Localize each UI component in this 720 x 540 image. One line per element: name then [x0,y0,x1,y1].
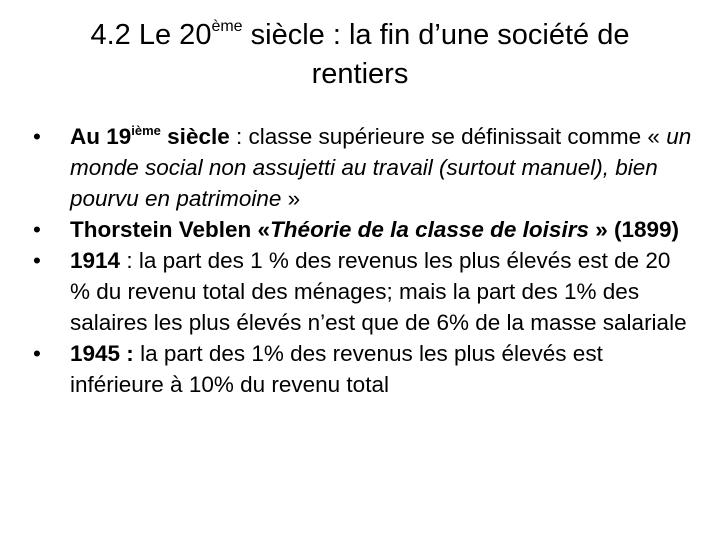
bullet-bold-italic-title: Théorie de la classe de loisirs [270,217,589,242]
bullet-text: » [281,186,301,211]
bullet-marker: • [33,217,41,242]
title-rest: siècle : la fin d’une société de rentiers [242,19,630,90]
bullet-superscript: ième [131,123,161,138]
bullet-item-1945 [26,338,696,400]
bullet-text: : la part des 1 % des revenus les plus élevés est de 20 % du revenu total des ménages; mais la part des 1% des salaires les plus élevés n’est que de 6% de la masse salariale [70,248,687,335]
bullet-text: : classe supérieure se définissait comme « [229,124,667,149]
bullet-bold-text: Au 19 [70,124,132,149]
bullet-bold-text: 1914 [70,248,121,273]
bullet-marker: • [33,248,41,273]
bullet-bold-text: Thorstein Veblen « [70,217,271,242]
bullet-bold-text: » (1899) [588,217,680,242]
bullet-item-1914 [26,245,696,338]
title-superscript: ème [211,18,243,35]
bullet-list [26,121,696,400]
title-prefix: 4.2 Le 20 [90,19,212,51]
bullet-item-veblen [26,214,696,245]
bullet-item-19th-century [26,121,696,214]
bullet-bold-text: 1945 : [70,341,134,366]
bullet-marker: • [33,124,41,149]
bullet-bold-prefix [70,124,230,149]
bullet-marker: • [33,341,41,366]
bullet-bold-text: siècle [160,124,230,149]
bullet-text: la part des 1% des revenus les plus élevés est inférieure à 10% du revenu total [70,341,603,397]
slide-title [40,16,680,94]
bullet-italic-quote: un monde social non assujetti au travail (surtout manuel), bien pourvu en patrimoine [70,124,692,211]
